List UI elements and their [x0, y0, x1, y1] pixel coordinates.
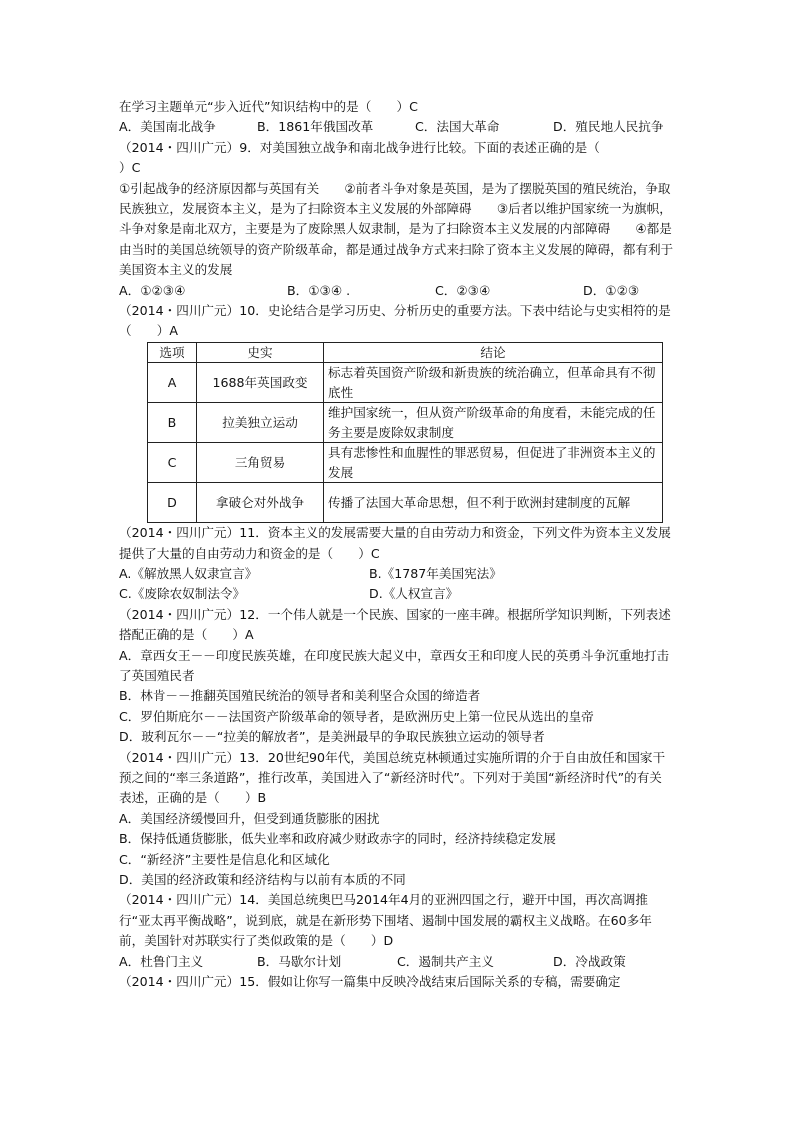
- table-cell-option: A: [148, 363, 197, 403]
- q12-option-a: A．章西女王－－印度民族英雄，在印度民族大起义中，章西女王和印度人民的英勇斗争沉重地打击了英国殖民者: [119, 647, 670, 684]
- q13-option-a: A．美国经济缓慢回升，但受到通货膨胀的困扰: [119, 810, 380, 826]
- q11-options-row2: [119, 584, 674, 604]
- q9-body: ①引起战争的经济原因都与英国有关 ②前者斗争对象是英国，是为了摆脱英国的殖民统治，争取民族独立，发展资本主义，是为了扫除资本主义发展的外部障碍 ③后者以维护国家统一为旗帜，斗争对象是南北双方，主要是为了废除黑人奴隶制，是为了扫除资本主义发展的内部障碍 ④都是由当时的美国总统领导的资产阶级革命，都是通过战争方式来扫除了资本主义发展的障碍，都有利于美国资本主义的发展: [119, 180, 674, 278]
- q14-option-b: B．马歇尔计划: [257, 953, 342, 969]
- q8-options: [119, 117, 674, 137]
- q14-option-d: D．冷战政策: [553, 953, 626, 969]
- q13-option-b: B．保持低通货膨胀，低失业率和政府减少财政赤字的同时，经济持续稳定发展: [119, 831, 556, 847]
- table-row: [148, 483, 663, 523]
- q8-option-a: A．美国南北战争: [119, 119, 216, 135]
- q11-option-b: B.《1787年美国宪法》: [369, 566, 502, 582]
- table-header-fact: 史实: [197, 342, 324, 362]
- table-cell-conclusion: 具有悲惨性和血腥性的罪恶贸易，但促进了非洲资本主义的发展: [324, 443, 663, 483]
- q9-head-answer: ）C: [119, 160, 141, 176]
- q11-option-d: D.《人权宣言》: [369, 586, 459, 602]
- q13-option-c: C．“新经济”主要性是信息化和区域化: [119, 851, 330, 867]
- q12-head: （2014・四川广元）12．一个伟人就是一个民族、国家的一座丰碑。根据所学知识判断，下列表述搭配正确的是（ ）A: [119, 606, 671, 643]
- table-cell-option: D: [148, 483, 197, 523]
- table-cell-fact: 拿破仑对外战争: [197, 483, 324, 523]
- q9-head: （2014・四川广元）9．对美国独立战争和南北战争进行比较。下面的表述正确的是（: [119, 139, 600, 155]
- q9-option-c: C．②③④: [435, 282, 491, 298]
- q14-option-a: A．杜鲁门主义: [119, 953, 204, 969]
- table-cell-option: B: [148, 403, 197, 443]
- table-cell-fact: 1688年英国政变: [197, 363, 324, 403]
- q8-option-d: D．殖民地人民抗争: [553, 119, 664, 135]
- table-header-conclusion: 结论: [324, 342, 663, 362]
- table-header-option: 选项: [148, 342, 197, 362]
- q14-options: [119, 952, 674, 972]
- q10-table: [147, 342, 663, 523]
- q10-head: （2014・四川广元）10．史论结合是学习历史、分析历史的重要方法。下表中结论与史实相符的是（ ）A: [119, 302, 671, 339]
- table-cell-option: C: [148, 443, 197, 483]
- q11-options-row1: [119, 564, 674, 584]
- table-cell-conclusion: 标志着英国资产阶级和新贵族的统治确立，但革命具有不彻底性: [324, 363, 663, 403]
- table-row: [148, 443, 663, 483]
- q11-option-a: A.《解放黑人奴隶宣言》: [119, 566, 258, 582]
- q9-option-d: D．①②③: [583, 282, 640, 298]
- q8-option-b: B．1861年俄国改革: [257, 119, 374, 135]
- table-cell-conclusion: 传播了法国大革命思想，但不利于欧洲封建制度的瓦解: [324, 483, 663, 523]
- q13-option-d: D．美国的经济政策和经济结构与以前有本质的不同: [119, 871, 406, 887]
- q12-option-c: C．罗伯斯庇尔－－法国资产阶级革命的领导者，是欧洲历史上第一位民从选出的皇帝: [119, 708, 594, 724]
- table-cell-fact: 拉美独立运动: [197, 403, 324, 443]
- q9-options: [119, 281, 674, 301]
- table-row: [148, 363, 663, 403]
- q12-option-d: D．玻利瓦尔－－“拉美的解放者”，是美洲最早的争取民族独立运动的领导者: [119, 729, 545, 745]
- q15-head: （2014・四川广元）15．假如让你写一篇集中反映冷战结束后国际关系的专稿，需要确定: [119, 973, 621, 989]
- q14-head: （2014・四川广元）14．美国总统奥巴马2014年4月的亚洲四国之行，避开中国，再次高调推行“亚太再平衡战略”，说到底，就是在新形势下围堵、遏制中国发展的霸权主义战略。在60多年前，美国针对苏联实行了类似政策的是（ ）D: [119, 892, 652, 949]
- document-page: [119, 97, 674, 992]
- q9-option-a: A．①②③④: [119, 282, 186, 298]
- q8-tail: 在学习主题单元“步入近代”知识结构中的是（ ）C: [119, 99, 418, 114]
- q11-head: （2014・四川广元）11．资本主义的发展需要大量的自由劳动力和资金，下列文件为资本主义发展提供了大量的自由劳动力和资金的是（ ）C: [119, 525, 671, 561]
- q8-option-c: C．法国大革命: [415, 119, 500, 135]
- table-cell-conclusion: 维护国家统一，但从资产阶级革命的角度看，未能完成的任务主要是废除奴隶制度: [324, 403, 663, 443]
- table-cell-fact: 三角贸易: [197, 443, 324, 483]
- q9-option-b: B．①③④ .: [287, 282, 351, 298]
- q14-option-c: C．遏制共产主义: [397, 953, 494, 969]
- q11-option-c: C.《废除农奴制法令》: [119, 586, 246, 602]
- q13-head: （2014・四川广元）13．20世纪90年代，美国总统克林顿通过实施所谓的介于自由放任和国家干预之间的“率三条道路”，推行改革，美国进入了“新经济时代”。下列对于美国“新经济时代”的有关表述，正确的是（ ）B: [119, 749, 666, 806]
- table-row: [148, 403, 663, 443]
- q12-option-b: B．林肯－－推翻英国殖民统治的领导者和美利坚合众国的缔造者: [119, 688, 481, 704]
